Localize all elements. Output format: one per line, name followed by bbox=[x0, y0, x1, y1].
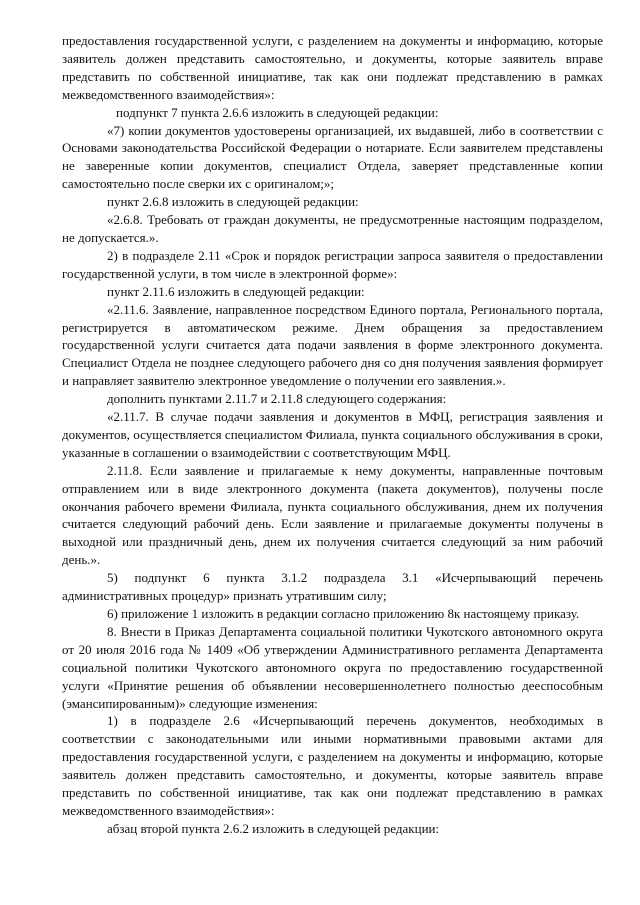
paragraph: 8. Внести в Приказ Департамента социальной политики Чукотского автономного округа от 20 июля 2016 года № 1409 «Об утверждении Административного регламента Департамента социальной политики Чукотского автономного округа по предоставлению государственной услуги «Принятие решения об объявлении несовершеннолетнего полностью дееспособным (эмансипированным)» следующие изменения: bbox=[62, 623, 603, 711]
paragraph: абзац второй пункта 2.6.2 изложить в следующей редакции: bbox=[107, 820, 440, 836]
paragraph: 2.11.8. Если заявление и прилагаемые к нему документы, направленные почтовым отправлением или в виде электронного документа (пакета документов), получены после окончания рабочего времени Филиала, пункта социального обслуживания, днем их получения считается следующий рабочий день. Если заявление и прилагаемые документы получены в выходной или праздничный день, днем их получения считается следующий за ним рабочий день.». bbox=[62, 462, 603, 568]
paragraph: пункт 2.11.6 изложить в следующей редакции: bbox=[107, 283, 365, 299]
paragraph: предоставления государственной услуги, с разделением на документы и информацию, которые заявитель должен представить самостоятельно, и документы, которые заявитель вправе представить по собственной инициативе, так как они подлежат представлению в рамках межведомственного взаимодействия»: bbox=[62, 33, 603, 102]
paragraph: дополнить пунктами 2.11.7 и 2.11.8 следующего содержания: bbox=[107, 391, 447, 407]
paragraph: «2.11.7. В случае подачи заявления и документов в МФЦ, регистрация заявления и документов, осуществляется специалистом Филиала, пункта социального обслуживания в сроки, указанные в соглашении о взаимодействии с соответствующим МФЦ. bbox=[62, 409, 603, 460]
paragraph: подпункт 7 пункта 2.6.6 изложить в следующей редакции: bbox=[116, 104, 439, 120]
paragraph: 2) в подразделе 2.11 «Срок и порядок регистрации запроса заявителя о предоставлении государственной услуги, в том числе в электронной форме»: bbox=[62, 247, 603, 281]
paragraph: 6) приложение 1 изложить в редакции согласно приложению 8к настоящему приказу. bbox=[107, 606, 580, 621]
paragraph: 5) подпункт 6 пункта 3.1.2 подраздела 3.1 «Исчерпывающий перечень административных процедур» признать утратившим силу; bbox=[62, 570, 603, 604]
paragraph: 1) в подразделе 2.6 «Исчерпывающий перечень документов, необходимых в соответствии с законодательными или иными нормативными правовыми актами для предоставления государственной услуги, с разделением на документы и информацию, которые заявитель должен представить самостоятельно, и документы, которые заявитель вправе представить по собственной инициативе, так как они подлежат представлению в рамках межведомственного взаимодействия»: bbox=[62, 713, 603, 818]
paragraph: «2.11.6. Заявление, направленное посредством Единого портала, Регионального портала, регистрируется в автоматическом режиме. Днем обращения за предоставлением государственной услуги считается дата подачи заявления в форме электронного документа. Специалист Отдела не позднее следующего рабочего дня со дня получения заявления формирует и направляет заявителю электронное уведомление о получении его заявления.». bbox=[62, 301, 603, 389]
paragraph: «2.6.8. Требовать от граждан документы, не предусмотренные настоящим подразделом, не допускается.». bbox=[62, 212, 603, 245]
paragraph: «7) копии документов удостоверены организацией, их выдавшей, либо в соответствии с Основами законодательства Российской Федерации о нотариате. Если заявителем представлены не заверенные копии документов, специалист Отдела, заверяет представленные копии самостоятельно после сверки их с оригиналом;»; bbox=[62, 122, 603, 192]
paragraph: пункт 2.6.8 изложить в следующей редакции: bbox=[107, 194, 359, 210]
